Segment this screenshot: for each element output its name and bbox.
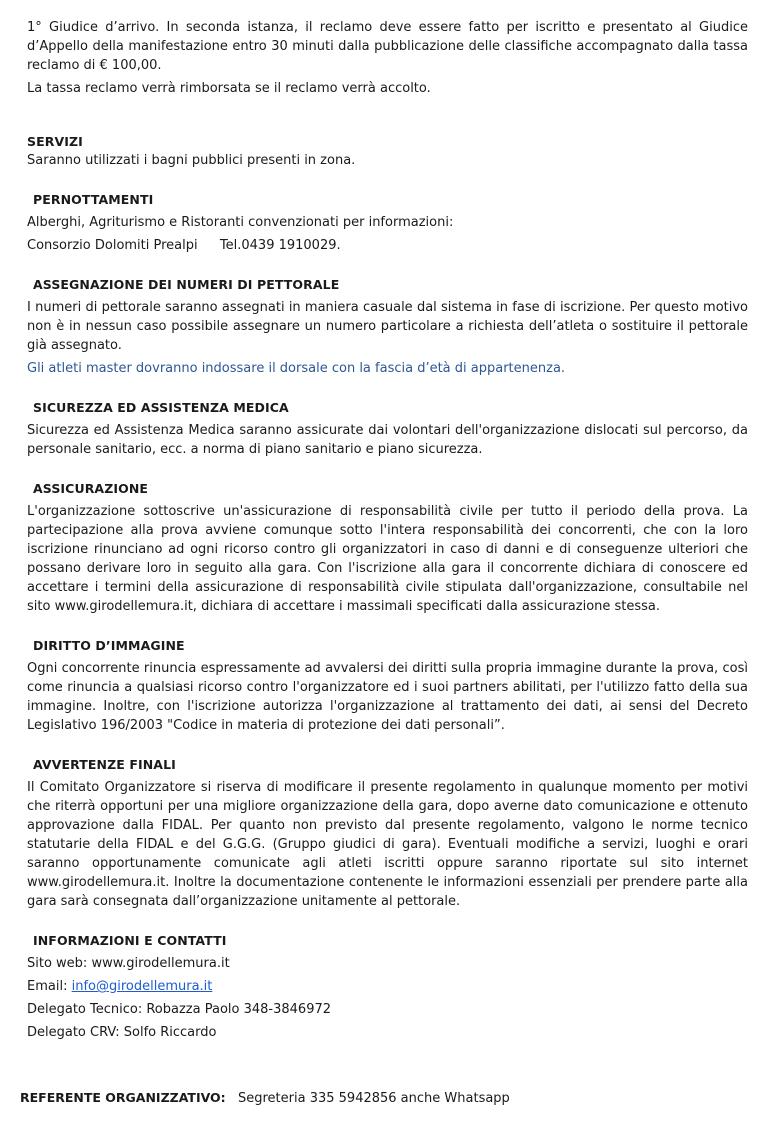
- avvertenze-text: Il Comitato Organizzatore si riserva di modificare il presente regolamento in qualunque momento per motivi che riterrà opportuni per una migliore organizzazione della gara, dopo averne dato comunicazione e ottenuto approvazione dalla FIDAL. Per quanto non previsto dal presente regolamento, valgono le norme tecnico statutarie della FIDAL e del G.G.G. (Gruppo giudici di gara). Eventuali modifiche a servizi, luoghi e orari saranno opportunamente comunicate agli atleti iscritti oppure saranno riportate sul sito internet www.girodellemura.it. Inoltre la documentazione contenente le informazioni essenziali per prendere parte alla gara sarà consegnata dall’organizzazione unitamente al pettorale.: [27, 780, 748, 909]
- referente-label: REFERENTE ORGANIZZATIVO:: [20, 1090, 226, 1105]
- section-title-pernottamenti: PERNOTTAMENTI: [33, 192, 154, 207]
- regolamento-page: [27, 0, 748, 1042]
- sito-web-line: Sito web: www.girodellemura.it: [27, 956, 230, 971]
- delegato-crv-line: Delegato CRV: Solfo Riccardo: [27, 1025, 217, 1040]
- referente-footer: [20, 1088, 510, 1108]
- email-link[interactable]: info@girodellemura.it: [71, 979, 213, 994]
- assicurazione-text: L'organizzazione sottoscrive un'assicurazione di responsabilità civile per tutto il periodo della prova. La partecipazione alla prova avviene comunque sotto l'intera responsabilità dei concorrenti, che con la loro iscrizione rinunciano ad ogni ricorso contro gli organizzatori in caso di danni e di conseguenze ulteriori che possano derivare loro in seguito alla gara. Con l'iscrizione alla gara il concorrente dichiara di conoscere ed accettare i termini della assicurazione di responsabilità civile stipulata dall'organizzazione, consultabile nel sito www.girodellemura.it, dichiara di accettare i massimali specificati dalla assicurazione stessa.: [27, 504, 748, 614]
- section-title-servizi: SERVIZI: [27, 134, 83, 149]
- section-title-contatti: INFORMAZIONI E CONTATTI: [33, 933, 227, 948]
- email-label: Email:: [27, 979, 72, 994]
- servizi-text: Saranno utilizzati i bagni pubblici presenti in zona.: [27, 153, 356, 168]
- consorzio-line: [27, 236, 748, 255]
- immagine-text: Ogni concorrente rinuncia espressamente ad avvalersi dei diritti sulla propria immagine durante la prova, così come rinuncia a qualsiasi ricorso contro l'organizzatore ed i suoi partners abilitati, per l'utilizzo fatto della sua immagine. Inoltre, con l'iscrizione autorizza l'organizzazione al trattamento dei dati, ai sensi del Decreto Legislativo 196/2003 "Codice in materia di protezione dei dati personali”.: [27, 661, 748, 733]
- pettorale-text: I numeri di pettorale saranno assegnati in maniera casuale dal sistema in fase di iscrizione. Per questo motivo non è in nessun caso possibile assegnare un numero particolare a richiesta dell’atleta o sostituire il pettorale già assegnato.: [27, 300, 748, 353]
- section-title-pettorale: ASSEGNAZIONE DEI NUMERI DI PETTORALE: [33, 277, 340, 292]
- email-line: [27, 977, 748, 996]
- intro-paragraph: 1° Giudice d’arrivo. In seconda istanza, il reclamo deve essere fatto per iscritto e presentato al Giudice d’Appello della manifestazione entro 30 minuti dalla pubblicazione delle classifiche accompagnato dalla tassa reclamo di € 100,00.: [27, 20, 748, 73]
- delegato-tecnico-line: Delegato Tecnico: Robazza Paolo 348-3846972: [27, 1002, 332, 1017]
- section-title-assicurazione: ASSICURAZIONE: [33, 481, 149, 496]
- section-title-sicurezza: SICUREZZA ED ASSISTENZA MEDICA: [33, 400, 289, 415]
- pernottamenti-line: Alberghi, Agriturismo e Ristoranti convenzionati per informazioni:: [27, 215, 454, 230]
- consorzio-tel: Tel.0439 1910029.: [219, 238, 341, 253]
- sicurezza-text: Sicurezza ed Assistenza Medica saranno assicurate dai volontari dell'organizzazione dislocati sul percorso, da personale sanitario, ecc. a norma di piano sanitario e piano sicurezza.: [27, 423, 748, 457]
- rimborso-note: La tassa reclamo verrà rimborsata se il reclamo verrà accolto.: [27, 81, 431, 96]
- section-title-immagine: DIRITTO D’IMMAGINE: [33, 638, 185, 653]
- referente-value: Segreteria 335 5942856 anche Whatsapp: [238, 1091, 510, 1106]
- section-title-avvertenze: AVVERTENZE FINALI: [33, 757, 176, 772]
- consorzio-name: Consorzio Dolomiti Prealpi: [27, 238, 198, 253]
- master-note: Gli atleti master dovranno indossare il dorsale con la fascia d’età di appartenenza.: [27, 361, 566, 376]
